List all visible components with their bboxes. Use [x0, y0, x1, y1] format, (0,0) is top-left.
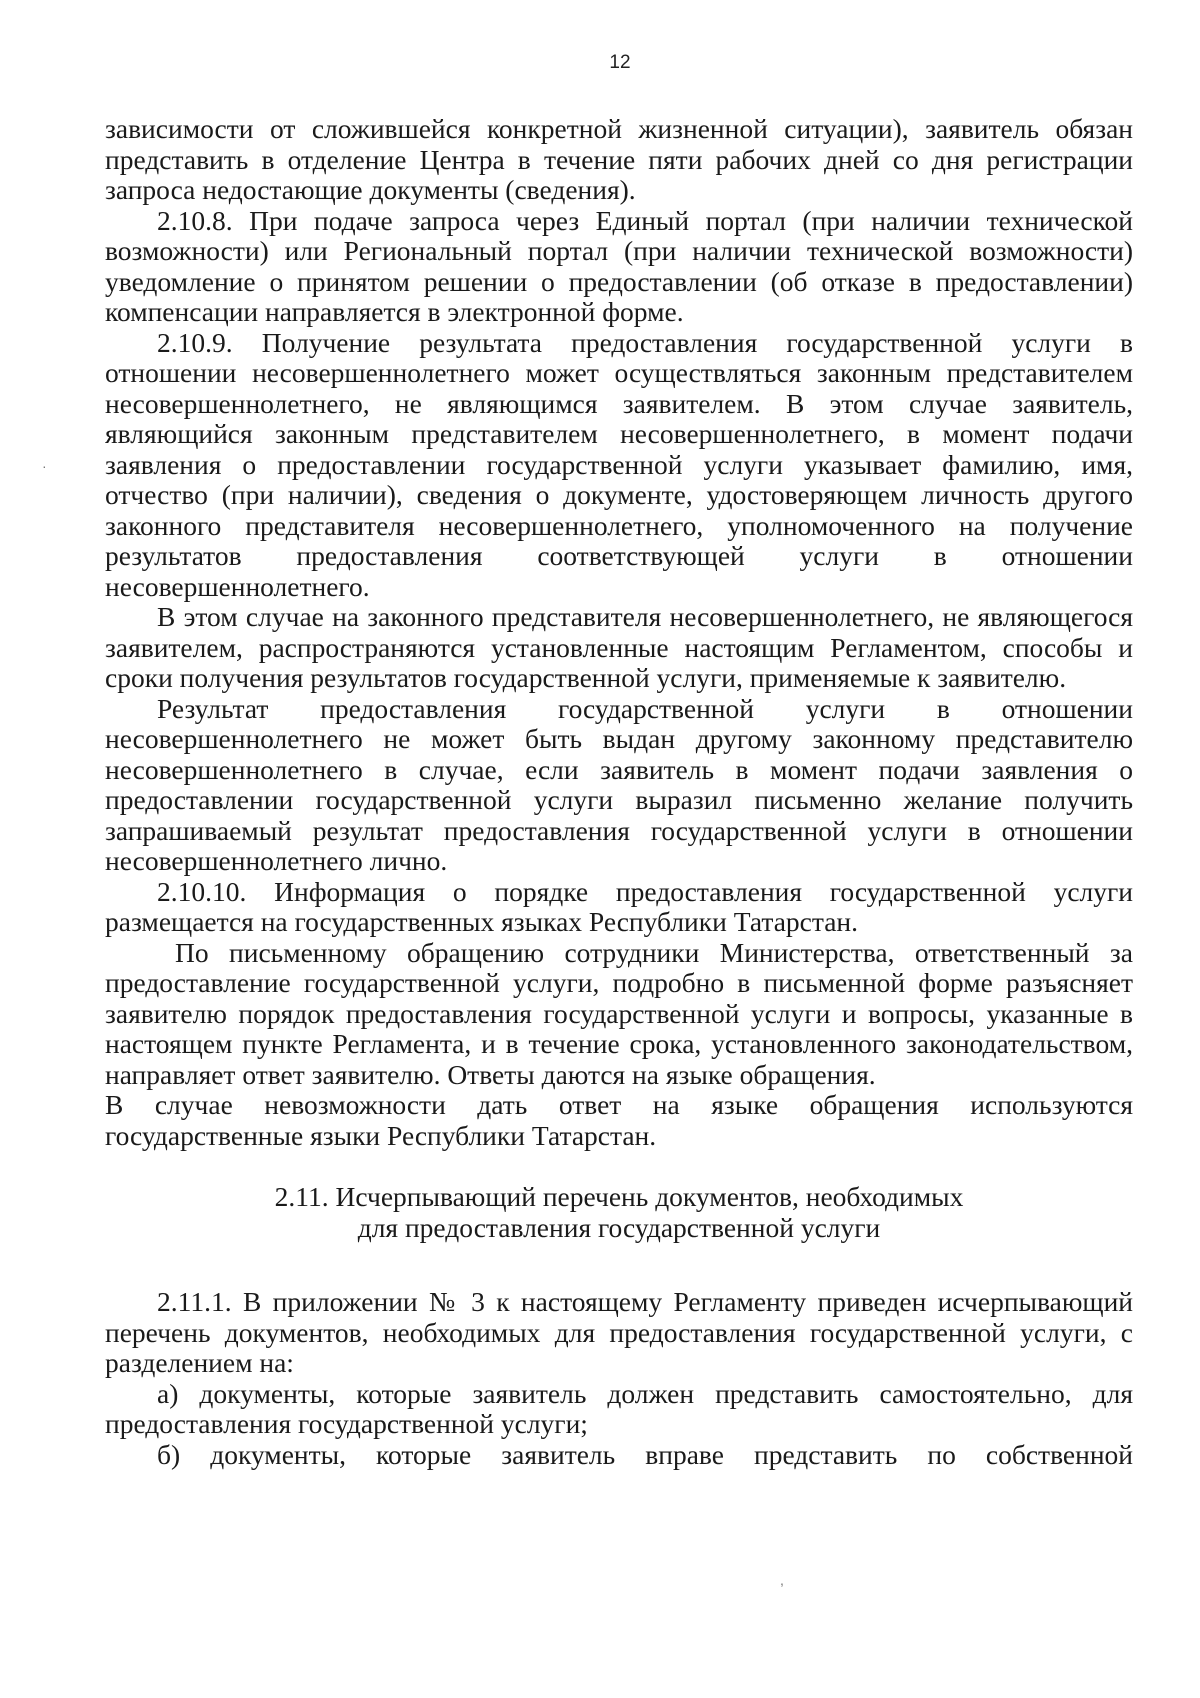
paragraph-result: Результат предоставления государственной услуги в отношении несовершеннолетнего не может быть выдан другому законному представителю несовершеннолетнего в случае, если заявитель в момент подачи заявления о предоставлении государственной услуги выразил письменно желание получить запрашиваемый результат предоставления государственной услуги в отношении несовершеннолетнего лично. — [105, 692, 1133, 876]
paragraph-2-11-1: 2.11.1. В приложении № 3 к настоящему Регламенту приведен исчерпывающий перечень документов, необходимых для предоставления государственной услуги, с разделением на: — [105, 1286, 1133, 1378]
paragraph-impossible: В случае невозможности дать ответ на языке обращения используются государственные языки Республики Татарстан. — [105, 1089, 1133, 1151]
paragraph-2-10-9: 2.10.9. Получение результата предоставления государственной услуги в отношении несовершеннолетнего может осуществляться законным представителем несовершеннолетнего, не являющимся заявителем. В этом случае заявитель, являющийся законным представителем несовершеннолетнего, в момент подачи заявления о предоставлении государственной услуги указывает фамилию, имя, отчество (при наличии), сведения о документе, удостоверяющем личность другого законного представителя несовершеннолетнего, уполномоченного на получение результатов предоставления соответствующей услуги в отношении несовершеннолетнего. — [105, 326, 1133, 602]
scan-speck: · — [42, 458, 47, 474]
paragraph-2-10-8: 2.10.8. При подаче запроса через Единый портал (при наличии технической возможности) или Региональный портал (при наличии технической возможности) уведомление о принятом решении о предоставлении (об отказе в предоставлении) компенсации направляется в электронной форме. — [105, 204, 1133, 327]
document-body — [105, 114, 1133, 1470]
heading-line-1: 2.11. Исчерпывающий перечень документов, необходимых — [274, 1181, 964, 1212]
paragraph-2-10-10: 2.10.10. Информация о порядке предоставления государственной услуги размещается на государственных языках Республики Татарстан. — [105, 875, 1133, 937]
list-item-b: б) документы, которые заявитель вправе представить по собственной — [157, 1438, 1133, 1470]
list-item-a: а) документы, которые заявитель должен представить самостоятельно, для предоставления государственной услуги; — [105, 1377, 1133, 1439]
paragraph-written-request: По письменному обращению сотрудники Министерства, ответственный за предоставление государственной услуги, подробно в письменной форме разъясняет заявителю порядок предоставления государственной услуги и вопросы, указанные в настоящем пункте Регламента, и в течение срока, установленного законодательством, направляет ответ заявителю. Ответы даются на языке обращения. — [105, 936, 1133, 1090]
heading-line-2: для предоставления государственной услуги — [357, 1212, 881, 1243]
page-number: 12 — [609, 52, 631, 73]
scan-speck: , — [780, 1572, 784, 1588]
paragraph-in-this-case: В этом случае на законного представителя несовершеннолетнего, не являющегося заявителем, распространяются установленные настоящим Регламентом, способы и сроки получения результатов государственной услуги, применяемые к заявителю. — [105, 601, 1133, 693]
section-heading-2-11 — [105, 1181, 1133, 1243]
paragraph-continuation: зависимости от сложившейся конкретной жизненной ситуации), заявитель обязан представить в отделение Центра в течение пяти рабочих дней со дня регистрации запроса недостающие документы (сведения). — [105, 113, 1133, 205]
